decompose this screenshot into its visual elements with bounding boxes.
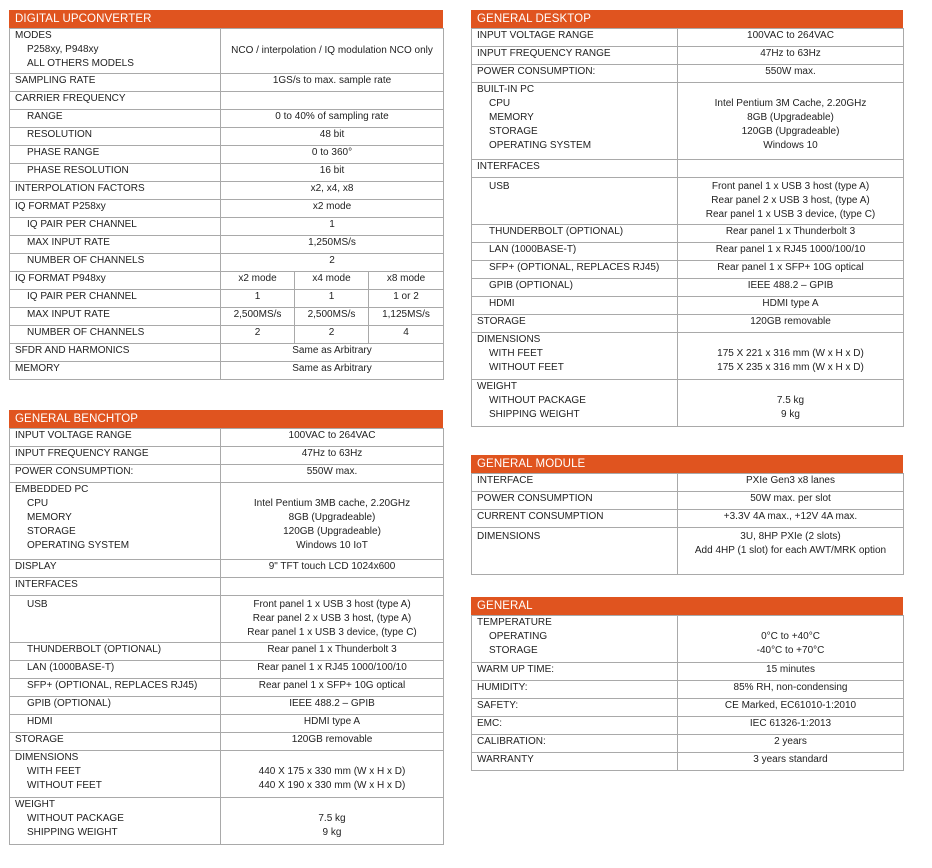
dimensions-value: Add 4HP (1 slot) for each AWT/MRK option [694,545,887,556]
spec-value: IEC 61326-1:2013 [678,717,904,735]
spec-label: DIMENSIONS [472,528,678,575]
spec-label: EMC: [472,717,678,735]
table-row [10,751,444,798]
spec-value: 1GS/s to max. sample rate [221,74,444,92]
table-row [472,380,904,427]
spec-value [678,178,904,225]
spec-label [10,164,221,182]
spec-label: INTERFACES [472,160,678,178]
usb-value: Rear panel 2 x USB 3 host, (type A) [252,613,412,624]
table-row [472,297,904,315]
table-row [472,225,904,243]
storage-label: STORAGE [27,526,76,537]
storage-value: 120GB (Upgradeable) [741,126,840,137]
spec-value [221,798,444,845]
operating-value: 0°C to +40°C [761,631,820,642]
table-row [472,753,904,771]
spec-label: HUMIDITY: [472,681,678,699]
spec-label [10,254,221,272]
spec-value: HDMI type A [221,715,444,733]
table-row [472,492,904,510]
spec-label [472,616,678,663]
built-in-pc-label: BUILT-IN PC [477,84,535,95]
operating-label: OPERATING [489,631,548,642]
spec-value: 9" TFT touch LCD 1024x600 [221,560,444,578]
spec-value: 47Hz to 63Hz [221,447,444,465]
weight-label: WEIGHT [477,381,517,392]
spec-label [10,697,221,715]
gpib-label: GPIB (OPTIONAL) [27,698,111,709]
spec-value: x8 mode [369,272,444,290]
spec-label [472,380,678,427]
spec-value: PXIe Gen3 x8 lanes [678,474,904,492]
spec-value: 2 [295,326,369,344]
spec-label [472,83,678,160]
spec-value: 85% RH, non-condensing [678,681,904,699]
dimensions-value: 3U, 8HP PXIe (2 slots) [740,531,841,542]
usb-value: Front panel 1 x USB 3 host (type A) [253,599,411,610]
without-feet-value: 175 X 235 x 316 mm (W x H x D) [717,362,864,373]
spec-value: 2 [221,326,295,344]
table-row [472,65,904,83]
storage-value: -40°C to +70°C [756,645,825,656]
spec-label: IQ FORMAT P258xy [10,200,221,218]
spec-label [10,596,221,643]
table-row [472,474,904,492]
digital-upconverter-section [9,10,443,380]
without-package-label: WITHOUT PACKAGE [27,813,124,824]
spec-label [10,290,221,308]
table-row [472,47,904,65]
spec-value [678,616,904,663]
table-row [10,272,444,290]
spec-label [10,326,221,344]
hdmi-label: HDMI [27,716,53,727]
table-row [10,308,444,326]
table-row [472,616,904,663]
spec-table [471,473,904,575]
usb-label: USB [489,181,510,192]
max-input-rate-label: MAX INPUT RATE [27,237,110,248]
table-row [10,715,444,733]
spec-value: 120GB removable [221,733,444,751]
table-row [472,681,904,699]
spec-value [678,83,904,160]
usb-value: Front panel 1 x USB 3 host (type A) [711,181,870,192]
with-feet-label: WITH FEET [27,766,81,777]
storage-label: STORAGE [489,645,538,656]
spec-label: IQ FORMAT P948xy [10,272,221,290]
table-row [10,254,444,272]
embedded-pc-label: EMBEDDED PC [15,484,89,495]
iq-pair-label: IQ PAIR PER CHANNEL [27,291,137,302]
table-row [472,528,904,575]
spec-value: 100VAC to 264VAC [678,29,904,47]
without-feet-value: 440 X 190 x 330 mm (W x H x D) [258,780,406,791]
cpu-value: Intel Pentium 3M Cache, 2.20GHz [714,98,867,109]
spec-label: DISPLAY [10,560,221,578]
table-row [10,596,444,643]
table-row [10,661,444,679]
table-row [472,663,904,681]
shipping-weight-label: SHIPPING WEIGHT [489,409,580,420]
spec-value: x2 mode [221,200,444,218]
spec-label [472,279,678,297]
spec-label [10,146,221,164]
spec-label [10,751,221,798]
gpib-label: GPIB (OPTIONAL) [489,280,573,291]
spec-value: 1,250MS/s [221,236,444,254]
table-row [472,717,904,735]
section-header: GENERAL [471,597,903,615]
spec-value: Rear panel 1 x Thunderbolt 3 [221,643,444,661]
spec-label: POWER CONSUMPTION: [10,465,221,483]
table-row [10,326,444,344]
table-row [10,643,444,661]
thunderbolt-label: THUNDERBOLT (OPTIONAL) [489,226,624,237]
table-row [472,83,904,160]
table-row [10,465,444,483]
max-input-rate-label: MAX INPUT RATE [27,309,110,320]
shipping-weight-value: 9 kg [322,827,342,838]
spec-value: 0 to 40% of sampling rate [221,110,444,128]
spec-label: SAFETY: [472,699,678,717]
storage-value: 120GB (Upgradeable) [283,526,381,537]
spec-table [471,615,904,771]
phase-resolution-label: PHASE RESOLUTION [27,165,129,176]
table-row [10,146,444,164]
spec-label: WARRANTY [472,753,678,771]
without-feet-label: WITHOUT FEET [27,780,102,791]
weight-label: WEIGHT [15,799,55,810]
spec-label [472,261,678,279]
lan-label: LAN (1000BASE-T) [489,244,577,255]
table-row [10,697,444,715]
spec-label [472,333,678,380]
spec-value: Rear panel 1 x Thunderbolt 3 [678,225,904,243]
section-header: GENERAL MODULE [471,455,903,473]
spec-value: 100VAC to 264VAC [221,429,444,447]
table-row [10,164,444,182]
spec-label: CALIBRATION: [472,735,678,753]
table-row [10,560,444,578]
table-row [10,362,444,380]
table-row [10,733,444,751]
table-row [472,29,904,47]
spec-label [472,297,678,315]
modes-value: NCO / interpolation / IQ modulation NCO only [221,29,444,74]
spec-label: INPUT FREQUENCY RANGE [10,447,221,465]
shipping-weight-label: SHIPPING WEIGHT [27,827,118,838]
temperature-label: TEMPERATURE [477,617,552,628]
spec-value: 16 bit [221,164,444,182]
with-feet-label: WITH FEET [489,348,543,359]
spec-value: 2,500MS/s [295,308,369,326]
modes-p258-label: P258xy, P948xy [27,44,99,55]
table-row [472,178,904,225]
spec-label [10,218,221,236]
spec-label [10,661,221,679]
spec-value: 4 [369,326,444,344]
table-row [10,483,444,560]
spec-table [471,28,904,427]
spec-label: MEMORY [10,362,221,380]
table-row [10,128,444,146]
spec-value: 1,125MS/s [369,308,444,326]
number-of-channels-label: NUMBER OF CHANNELS [27,327,145,338]
spec-label: INPUT FREQUENCY RANGE [472,47,678,65]
table-row [10,182,444,200]
spec-table [9,28,444,380]
resolution-label: RESOLUTION [27,129,93,140]
table-row [10,447,444,465]
spec-label: POWER CONSUMPTION: [472,65,678,83]
dimensions-label: DIMENSIONS [477,334,541,345]
spec-value [678,380,904,427]
table-row [10,578,444,596]
spec-value: 550W max. [221,465,444,483]
spec-value: 1 [221,290,295,308]
table-row [10,798,444,845]
memory-value: 8GB (Upgradeable) [288,512,376,523]
general-benchtop-section [9,410,443,845]
table-row [10,200,444,218]
dimensions-label: DIMENSIONS [15,752,79,763]
general-section [471,597,903,771]
spec-value: IEEE 488.2 – GPIB [221,697,444,715]
spec-value: 1 [221,218,444,236]
spec-value: 0 to 360° [221,146,444,164]
spec-value: 47Hz to 63Hz [678,47,904,65]
spec-label [10,29,221,74]
without-package-label: WITHOUT PACKAGE [489,395,586,406]
cpu-label: CPU [489,98,511,109]
without-feet-label: WITHOUT FEET [489,362,564,373]
iq-pair-label: IQ PAIR PER CHANNEL [27,219,137,230]
modes-label: MODES [15,30,52,41]
table-row [10,290,444,308]
spec-value [221,596,444,643]
table-row [10,218,444,236]
spec-value: Same as Arbitrary [221,362,444,380]
usb-label: USB [27,599,48,610]
lan-label: LAN (1000BASE-T) [27,662,115,673]
spec-label [472,225,678,243]
table-row [472,160,904,178]
spec-label: SAMPLING RATE [10,74,221,92]
with-feet-value: 440 X 175 x 330 mm (W x H x D) [258,766,406,777]
section-header: GENERAL BENCHTOP [9,410,443,428]
usb-value: Rear panel 1 x USB 3 device, (type C) [705,209,876,220]
table-row [10,29,444,74]
spec-value: Same as Arbitrary [221,344,444,362]
memory-value: 8GB (Upgradeable) [747,112,834,123]
spec-label: INPUT VOLTAGE RANGE [10,429,221,447]
spec-table [9,428,444,845]
spec-label [10,483,221,560]
spec-value: Rear panel 1 x RJ45 1000/100/10 [221,661,444,679]
spec-label [10,798,221,845]
os-label: OPERATING SYSTEM [27,540,130,551]
spec-label [10,308,221,326]
general-module-section [471,455,903,575]
spec-value: 2,500MS/s [221,308,295,326]
spec-value: 550W max. [678,65,904,83]
thunderbolt-label: THUNDERBOLT (OPTIONAL) [27,644,162,655]
table-row [472,735,904,753]
spec-label [10,110,221,128]
spec-value: Rear panel 1 x RJ45 1000/100/10 [678,243,904,261]
table-row [472,510,904,528]
hdmi-label: HDMI [489,298,515,309]
spec-value: 1 [295,290,369,308]
section-header: GENERAL DESKTOP [471,10,903,28]
spec-value [678,528,904,575]
spec-value: 3 years standard [678,753,904,771]
table-row [10,74,444,92]
memory-label: MEMORY [489,112,534,123]
spec-label: POWER CONSUMPTION [472,492,678,510]
spec-value [678,333,904,380]
table-row [472,333,904,380]
table-row [472,315,904,333]
storage-label: STORAGE [489,126,538,137]
spec-label: CURRENT CONSUMPTION [472,510,678,528]
number-of-channels-label: NUMBER OF CHANNELS [27,255,145,266]
spec-value: 50W max. per slot [678,492,904,510]
cpu-label: CPU [27,498,49,509]
cpu-value: Intel Pentium 3MB cache, 2.20GHz [253,498,411,509]
table-row [10,429,444,447]
spec-value: +3.3V 4A max., +12V 4A max. [678,510,904,528]
spec-value: IEEE 488.2 – GPIB [678,279,904,297]
spec-value: 2 years [678,735,904,753]
os-value: Windows 10 [763,140,818,151]
usb-value: Rear panel 1 x USB 3 device, (type C) [247,627,417,638]
sfp-label: SFP+ (OPTIONAL, REPLACES RJ45) [27,680,198,691]
spec-label [472,178,678,225]
spec-value: Rear panel 1 x SFP+ 10G optical [678,261,904,279]
spec-label: WARM UP TIME: [472,663,678,681]
spec-value [221,92,444,110]
spec-value: x2, x4, x8 [221,182,444,200]
spec-label [10,715,221,733]
table-row [472,261,904,279]
spec-label [10,236,221,254]
modes-others-label: ALL OTHERS MODELS [27,58,134,69]
spec-label [10,679,221,697]
spec-label: INTERFACES [10,578,221,596]
phase-range-label: PHASE RANGE [27,147,100,158]
spec-label: STORAGE [472,315,678,333]
spec-value: 15 minutes [678,663,904,681]
table-row [472,699,904,717]
spec-value: 48 bit [221,128,444,146]
spec-value: HDMI type A [678,297,904,315]
section-header: DIGITAL UPCONVERTER [9,10,443,28]
memory-label: MEMORY [27,512,72,523]
spec-label: INPUT VOLTAGE RANGE [472,29,678,47]
table-row [10,236,444,254]
with-feet-value: 175 X 221 x 316 mm (W x H x D) [717,348,864,359]
table-row [472,279,904,297]
without-package-value: 7.5 kg [776,395,805,406]
shipping-weight-value: 9 kg [781,409,800,420]
table-row [10,110,444,128]
spec-value: 1 or 2 [369,290,444,308]
spec-label: CARRIER FREQUENCY [10,92,221,110]
spec-label: INTERPOLATION FACTORS [10,182,221,200]
spec-label [472,243,678,261]
spec-value: Rear panel 1 x SFP+ 10G optical [221,679,444,697]
spec-value [678,160,904,178]
table-row [10,679,444,697]
range-label: RANGE [27,111,63,122]
spec-label [10,643,221,661]
spec-value: x2 mode [221,272,295,290]
spec-value [221,751,444,798]
spec-label [10,128,221,146]
table-row [472,243,904,261]
spec-value: 120GB removable [678,315,904,333]
spec-value: 2 [221,254,444,272]
table-row [10,344,444,362]
spec-label: SFDR AND HARMONICS [10,344,221,362]
usb-value: Rear panel 2 x USB 3 host, (type A) [711,195,870,206]
sfp-label: SFP+ (OPTIONAL, REPLACES RJ45) [489,262,660,273]
spec-label: STORAGE [10,733,221,751]
os-label: OPERATING SYSTEM [489,140,592,151]
without-package-value: 7.5 kg [318,813,346,824]
general-desktop-section [471,10,903,427]
spec-value [221,483,444,560]
spec-value: CE Marked, EC61010-1:2010 [678,699,904,717]
table-row [10,92,444,110]
os-value: Windows 10 IoT [296,540,368,551]
spec-value: x4 mode [295,272,369,290]
spec-label: INTERFACE [472,474,678,492]
spec-value [221,578,444,596]
